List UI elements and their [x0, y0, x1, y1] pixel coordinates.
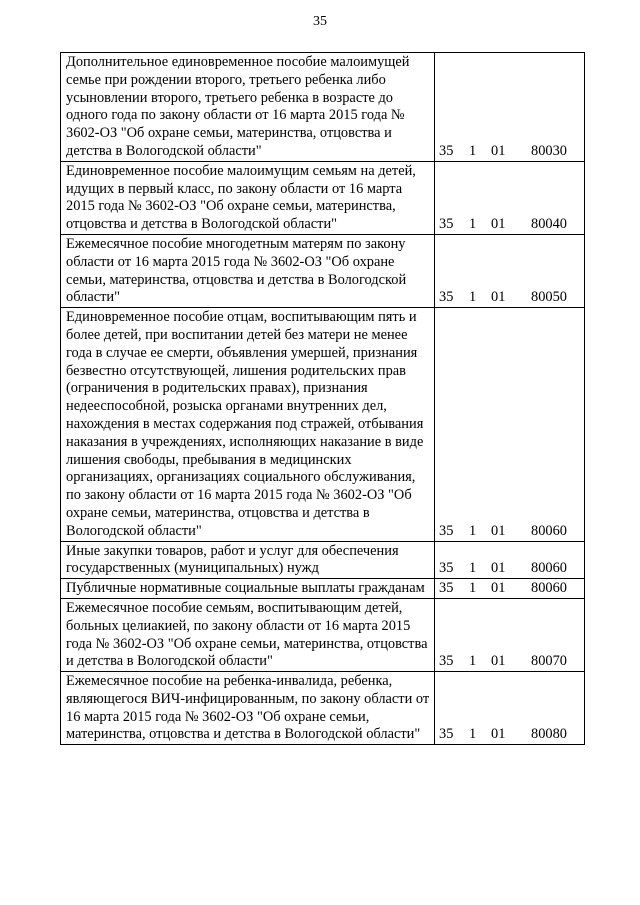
program-code: 35	[439, 522, 454, 539]
target-code: 80050	[531, 289, 567, 306]
target-code: 80070	[531, 653, 567, 670]
direction-code: 01	[491, 726, 506, 743]
program-code: 35	[439, 142, 454, 159]
classification-codes	[435, 598, 585, 671]
table-row	[61, 579, 585, 599]
expense-item-name: Иные закупки товаров, работ и услуг для обеспечения государственных (муниципальных) нужд	[61, 541, 435, 579]
expense-item-name: Дополнительное единовременное пособие малоимущей семье при рождении второго, третьего ребенка либо усыновлении второго, третьего ребенка в возрасте до одного года по закону области от 16 марта 2015 года № 3602-ОЗ "Об охране семьи, материнства, отцовства и детства в Вологодской области"	[61, 53, 435, 162]
direction-code: 01	[491, 216, 506, 233]
direction-code: 01	[491, 142, 506, 159]
expense-item-name: Ежемесячное пособие на ребенка-инвалида, ребенка, являющегося ВИЧ-инфицированным, по закону области от 16 марта 2015 года № 3602-ОЗ "Об охране семьи, материнства, отцовства и детства в Вологодской области"	[61, 672, 435, 745]
table-row	[61, 672, 585, 745]
direction-code: 01	[491, 560, 506, 577]
table-row	[61, 598, 585, 671]
subprogram-code: 1	[469, 726, 477, 743]
target-code: 80060	[531, 522, 567, 539]
direction-code: 01	[491, 580, 506, 597]
expense-item-name: Единовременное пособие малоимущим семьям на детей, идущих в первый класс, по закону области от 16 марта 2015 года № 3602-ОЗ "Об охране семьи, материнства, отцовства и детства в Вологодской области"	[61, 161, 435, 234]
target-code: 80040	[531, 216, 567, 233]
subprogram-code: 1	[469, 216, 477, 233]
program-code: 35	[439, 216, 454, 233]
table-row	[61, 308, 585, 541]
expense-item-name: Публичные нормативные социальные выплаты гражданам	[61, 579, 435, 599]
subprogram-code: 1	[469, 580, 477, 597]
subprogram-code: 1	[469, 289, 477, 306]
expense-item-name: Единовременное пособие отцам, воспитывающим пять и более детей, при воспитании детей без матери не менее года в случае ее смерти, объявления умершей, признания безвестно отсутствующей, лишения родительских прав (ограничения в родительских правах), признания недееспособной, розыска органами внутренних дел, нахождения в местах содержания под стражей, отбывания наказания в учреждениях, исполняющих наказание в виде лишения свободы, пребывания в медицинских организациях, организациях социального обслуживания, по закону области от 16 марта 2015 года № 3602-ОЗ "Об охране семьи, материнства, отцовства и детства в Вологодской области"	[61, 308, 435, 541]
target-code: 80030	[531, 142, 567, 159]
classification-codes	[435, 541, 585, 579]
expense-item-name: Ежемесячное пособие семьям, воспитывающим детей, больных целиакией, по закону области от 16 марта 2015 года № 3602-ОЗ "Об охране семьи, материнства, отцовства и детства в Вологодской области"	[61, 598, 435, 671]
subprogram-code: 1	[469, 522, 477, 539]
direction-code: 01	[491, 289, 506, 306]
direction-code: 01	[491, 653, 506, 670]
program-code: 35	[439, 560, 454, 577]
subprogram-code: 1	[469, 560, 477, 577]
target-code: 80060	[531, 560, 567, 577]
program-code: 35	[439, 289, 454, 306]
classification-codes	[435, 308, 585, 541]
program-code: 35	[439, 726, 454, 743]
classification-codes	[435, 161, 585, 234]
budget-table-body	[61, 53, 585, 745]
direction-code: 01	[491, 522, 506, 539]
table-row	[61, 234, 585, 307]
target-code: 80060	[531, 580, 567, 597]
classification-codes	[435, 672, 585, 745]
expense-item-name: Ежемесячное пособие многодетным матерям по закону области от 16 марта 2015 года № 3602-ОЗ "Об охране семьи, материнства, отцовства и детства в Вологодской области"	[61, 234, 435, 307]
subprogram-code: 1	[469, 142, 477, 159]
target-code: 80080	[531, 726, 567, 743]
program-code: 35	[439, 653, 454, 670]
program-code: 35	[439, 580, 454, 597]
classification-codes	[435, 53, 585, 162]
subprogram-code: 1	[469, 653, 477, 670]
classification-codes	[435, 234, 585, 307]
page-number: 35	[313, 14, 327, 29]
budget-table	[60, 52, 585, 745]
table-row	[61, 541, 585, 579]
table-row	[61, 161, 585, 234]
classification-codes	[435, 579, 585, 599]
table-row	[61, 53, 585, 162]
